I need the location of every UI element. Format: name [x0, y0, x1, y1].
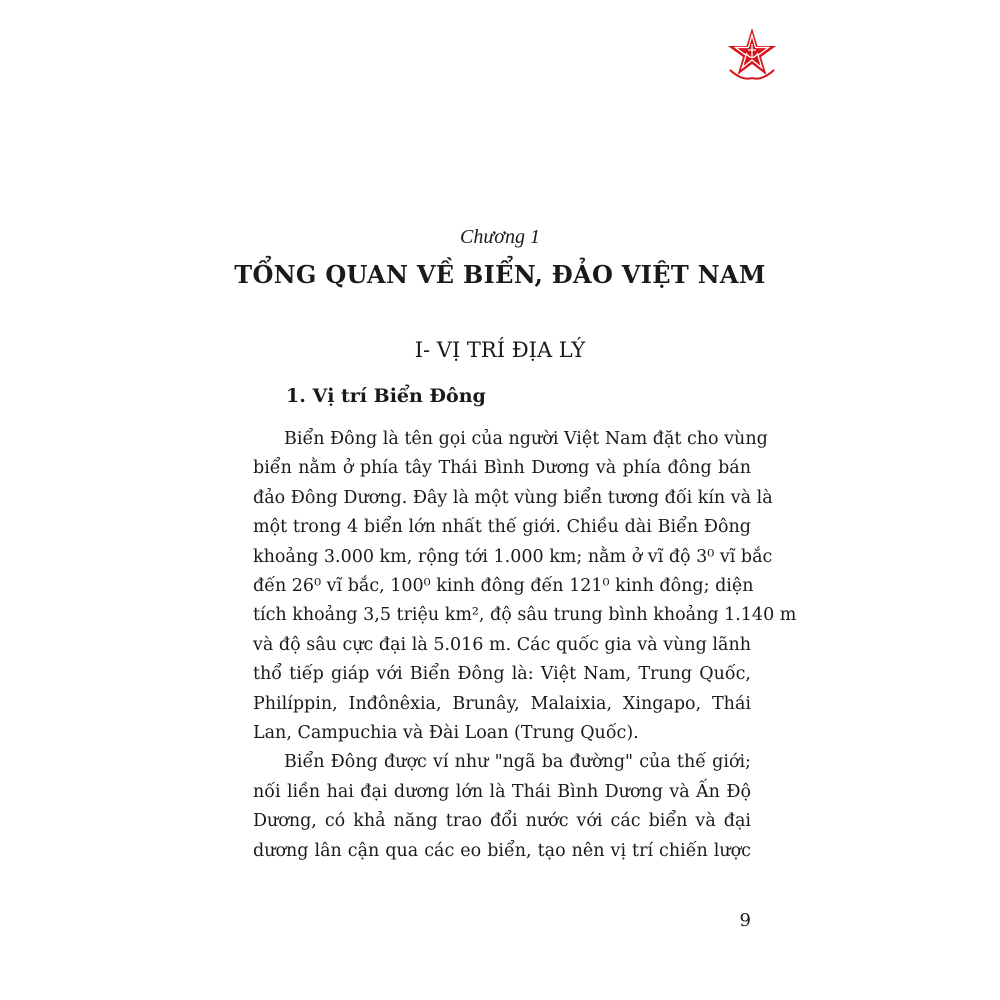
paragraph-line: tích khoảng 3,5 triệu km², độ sâu trung bình khoảng 1.140 m [253, 605, 797, 626]
body-text [253, 425, 797, 866]
paragraph-line: Biển Đông được ví như "ngã ba đường" của thế giới; [284, 752, 751, 773]
paragraph-line: đến 26⁰ vĩ bắc, 100⁰ kinh đông đến 121⁰ kinh đông; diện [253, 576, 754, 597]
section-heading: I- VỊ TRÍ ĐỊA LÝ [414, 338, 586, 362]
paragraph-line: khoảng 3.000 km, rộng tới 1.000 km; nằm ở vĩ độ 3⁰ vĩ bắc [253, 546, 773, 567]
chapter-title: TỔNG QUAN VỀ BIỂN, ĐẢO VIỆT NAM [234, 260, 766, 289]
paragraph-line: nối liền hai đại dương lớn là Thái Bình Dương và Ấn Độ [253, 781, 751, 802]
paragraph-line: Biển Đông là tên gọi của người Việt Nam đặt cho vùng [284, 429, 768, 449]
chapter-label: Chương 1 [460, 226, 540, 248]
paragraph-line: dương lân cận qua các eo biển, tạo nên vị trí chiến lược [253, 840, 751, 861]
paragraph-line: Philíppin, Inđônêxia, Brunây, Malaixia, Xingapo, Thái [253, 693, 751, 714]
paragraph-line: đảo Đông Dương. Đây là một vùng biển tương đối kín và là [253, 487, 773, 508]
publisher-logo-icon [722, 26, 782, 86]
paragraph-line: một trong 4 biển lớn nhất thế giới. Chiều dài Biển Đông [253, 517, 751, 538]
paragraph-line: và độ sâu cực đại là 5.016 m. Các quốc gia và vùng lãnh [253, 634, 751, 655]
paragraph-line: Lan, Campuchia và Đài Loan (Trung Quốc). [253, 723, 639, 744]
subsection-heading: 1. Vị trí Biển Đông [286, 385, 486, 407]
page-number: 9 [739, 910, 751, 931]
paragraph-line: thổ tiếp giáp với Biển Đông là: Việt Nam, Trung Quốc, [253, 664, 751, 685]
paragraph-line: Dương, có khả năng trao đổi nước với các biển và đại [253, 811, 751, 832]
paragraph-line: biển nằm ở phía tây Thái Bình Dương và phía đông bán [253, 458, 751, 479]
